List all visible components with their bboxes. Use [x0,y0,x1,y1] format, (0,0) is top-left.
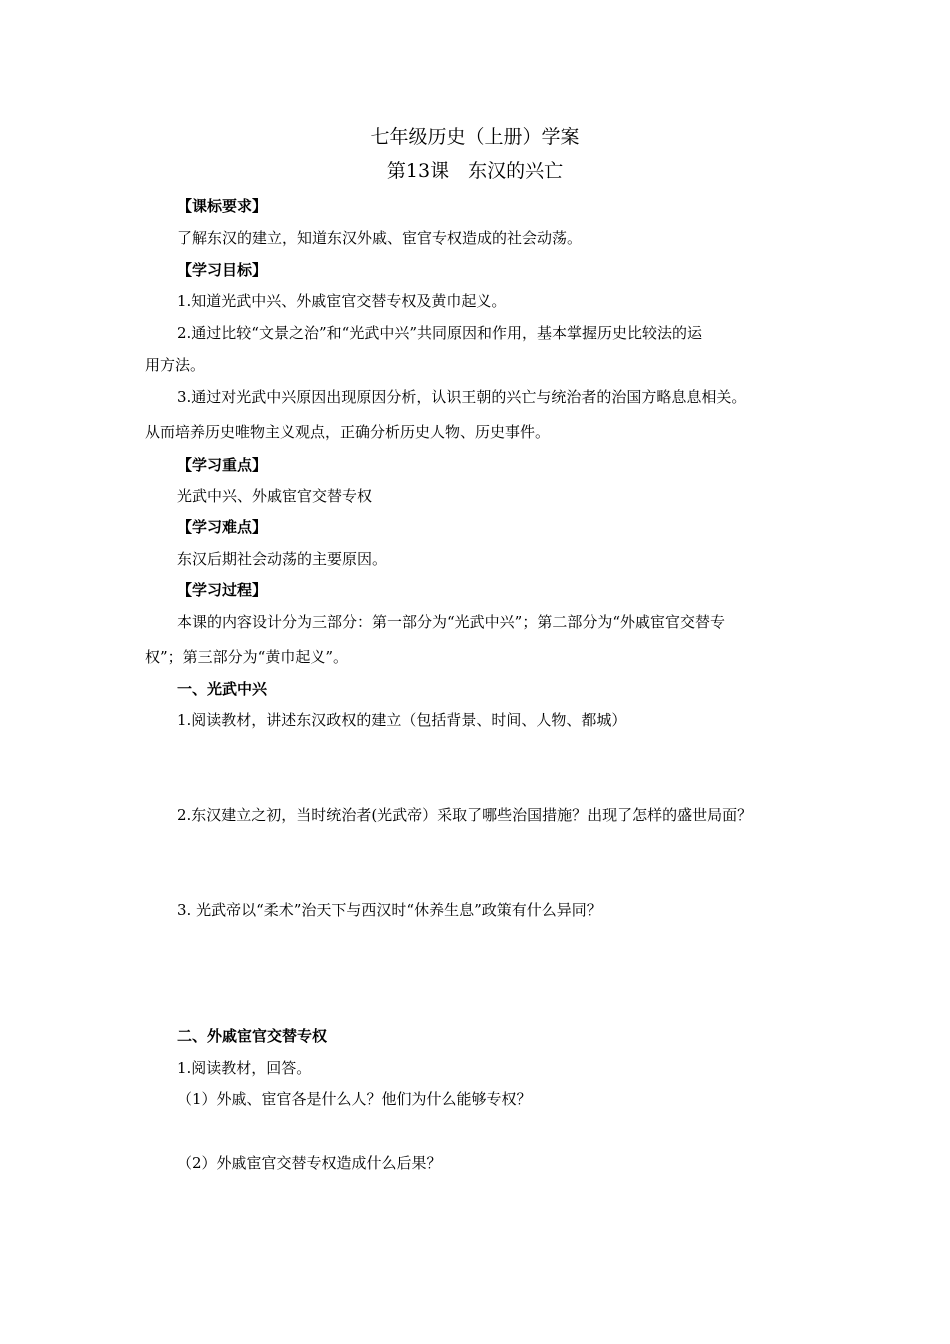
goals-heading: 【学习目标】 [177,261,268,279]
lesson-title: 第13课 东汉的兴亡 [386,160,564,182]
curriculum-heading: 【课标要求】 [177,197,268,215]
part-1-question-1: 1.阅读教材，讲述东汉政权的建立（包括背景、时间、人物、都城） [177,711,627,729]
goal-3-line-1: 3.通过对光武中兴原因出现原因分析，认识王朝的兴亡与统治者的治国方略息息相关。 [177,388,747,406]
process-heading: 【学习过程】 [177,581,268,599]
process-line-1: 本课的内容设计分为三部分：第一部分为“光武中兴”；第二部分为“外戚宦官交替专 [177,613,726,631]
part-1-question-3: 3. 光武帝以“柔术”治天下与西汉时“休养生息”政策有什么异同？ [177,901,602,919]
part-2-question-1: 1.阅读教材，回答。 [177,1059,312,1077]
part-2-question-1-2: （2）外戚宦官交替专权造成什么后果？ [177,1154,442,1172]
part-2-heading: 二、外戚宦官交替专权 [177,1027,328,1045]
difficult-text: 东汉后期社会动荡的主要原因。 [177,550,388,568]
process-line-2: 权”；第三部分为“黄巾起义”。 [145,648,349,666]
goal-3-line-2: 从而培养历史唯物主义观点，正确分析历史人物、历史事件。 [145,423,551,441]
page-title: 七年级历史（上册）学案 [370,126,580,148]
part-1-question-2: 2.东汉建立之初，当时统治者(光武帝）采取了哪些治国措施？出现了怎样的盛世局面？ [177,806,753,824]
part-2-question-1-1: （1）外戚、宦官各是什么人？他们为什么能够专权？ [177,1090,532,1108]
key-heading: 【学习重点】 [177,456,268,474]
part-1-heading: 一、光武中兴 [177,680,268,698]
key-text: 光武中兴、外戚宦官交替专权 [177,487,373,505]
goal-2-line-1: 2.通过比较“文景之治”和“光武中兴”共同原因和作用，基本掌握历史比较法的运 [177,324,702,342]
curriculum-text: 了解东汉的建立，知道东汉外戚、宦官专权造成的社会动荡。 [177,229,583,247]
goal-1: 1.知道光武中兴、外戚宦官交替专权及黄巾起义。 [177,292,507,310]
goal-2-line-2: 用方法。 [145,356,206,374]
difficult-heading: 【学习难点】 [177,518,268,536]
